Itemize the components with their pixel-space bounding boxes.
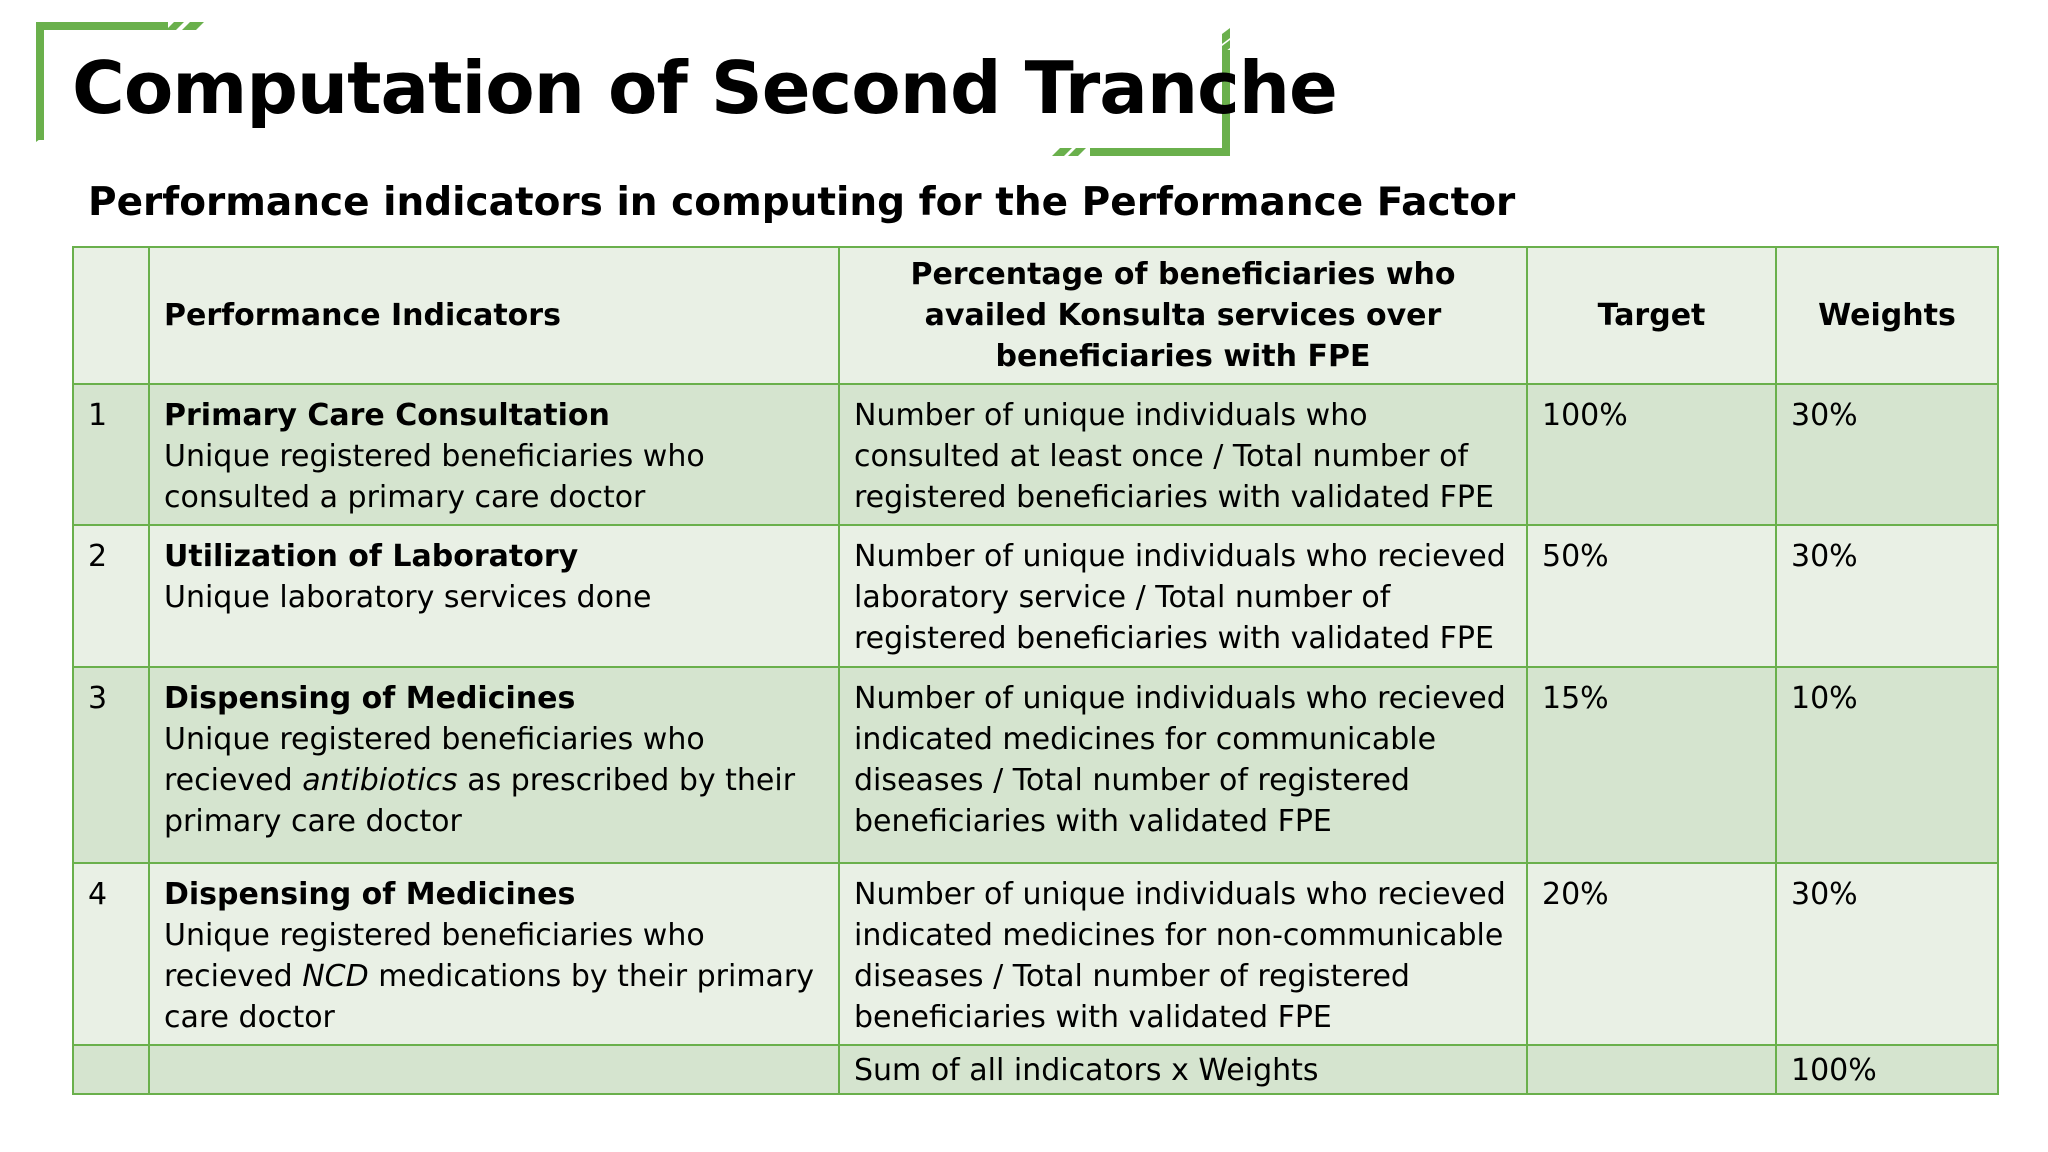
table-row: [73, 384, 1998, 525]
formula-cell: Number of unique individuals who consulted at least once / Total number of registered beneficiaries with validated FPE: [839, 384, 1527, 525]
page-title: Computation of Second Tranche: [72, 46, 1337, 130]
description-text: as prescribed by their primary care doctor: [164, 763, 796, 839]
table-total-row: [73, 1045, 1998, 1094]
table-row: [73, 525, 1998, 667]
total-number-cell: [73, 1045, 149, 1094]
header-weights: Weights: [1776, 247, 1998, 384]
header-formula: Percentage of beneficiaries who availed Konsulta services over beneficiaries with FPE: [839, 247, 1527, 384]
description-text: medications by their primary care doctor: [164, 959, 815, 1035]
header-target: Target: [1527, 247, 1776, 384]
formula-cell: Number of unique individuals who recieved indicated medicines for non-communicable diseases / Total number of registered beneficiaries with validated FPE: [839, 863, 1527, 1045]
target-cell: 50%: [1527, 525, 1776, 667]
weight-cell: 30%: [1776, 863, 1998, 1045]
description-emphasis: NCD: [302, 959, 369, 994]
header-number: [73, 247, 149, 384]
title-frame: [0, 0, 1337, 160]
description-text: Unique registered beneficiaries who recieved: [164, 918, 705, 994]
row-number: 2: [73, 525, 149, 667]
target-cell: 15%: [1527, 667, 1776, 863]
indicator-name: Primary Care Consultation: [164, 398, 610, 433]
total-indicator-cell: [149, 1045, 839, 1094]
indicator-description: [164, 719, 824, 842]
weight-cell: 10%: [1776, 667, 1998, 863]
table-row: [73, 667, 1998, 863]
formula-cell: Number of unique individuals who recieved indicated medicines for communicable diseases / Total number of registered beneficiaries with validated FPE: [839, 667, 1527, 863]
row-number: 1: [73, 384, 149, 525]
indicator-name: Dispensing of Medicines: [164, 681, 576, 716]
indicator-cell: [149, 667, 839, 863]
indicator-name: Dispensing of Medicines: [164, 877, 576, 912]
indicator-description: [164, 915, 824, 1038]
row-number: 4: [73, 863, 149, 1045]
indicator-description: Unique laboratory services done: [164, 580, 652, 615]
indicator-cell: [149, 863, 839, 1045]
page-subtitle: Performance indicators in computing for the Performance Factor: [88, 180, 1516, 225]
target-cell: 100%: [1527, 384, 1776, 525]
indicator-cell: [149, 384, 839, 525]
indicator-description: Unique registered beneficiaries who consulted a primary care doctor: [164, 439, 705, 515]
header-indicator: Performance Indicators: [149, 247, 839, 384]
table-row: [73, 863, 1998, 1045]
performance-indicators-table: [72, 246, 1999, 1095]
total-target-cell: [1527, 1045, 1776, 1094]
table-header-row: [73, 247, 1998, 384]
row-number: 3: [73, 667, 149, 863]
weight-cell: 30%: [1776, 525, 1998, 667]
description-emphasis: antibiotics: [302, 763, 458, 798]
weight-cell: 30%: [1776, 384, 1998, 525]
total-weight: 100%: [1776, 1045, 1998, 1094]
indicator-name: Utilization of Laboratory: [164, 539, 579, 574]
target-cell: 20%: [1527, 863, 1776, 1045]
formula-cell: Number of unique individuals who recieved laboratory service / Total number of registered beneficiaries with validated FPE: [839, 525, 1527, 667]
indicator-cell: [149, 525, 839, 667]
description-text: Unique registered beneficiaries who recieved: [164, 722, 705, 798]
total-label: Sum of all indicators x Weights: [839, 1045, 1527, 1094]
